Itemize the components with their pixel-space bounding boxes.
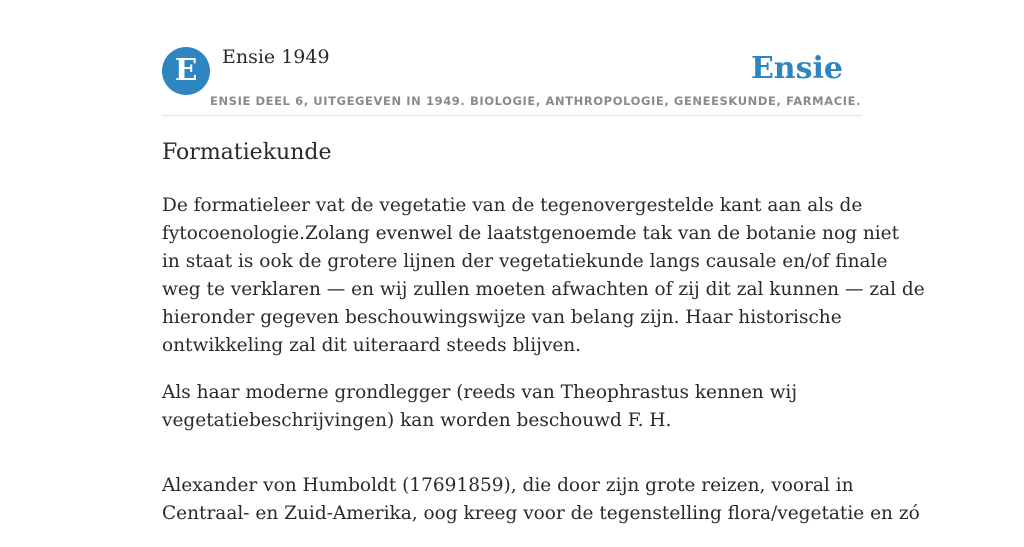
article-paragraph [162, 192, 925, 360]
page-title: Formatiekunde [162, 140, 332, 165]
article-body [162, 192, 925, 547]
text-line: Centraal- en Zuid-Amerika, oog kreeg voor de tegenstelling flora/vegetatie en zó [162, 503, 920, 524]
ensie-logo-icon[interactable]: E [162, 47, 210, 95]
edition-subtitle: ENSIE DEEL 6, UITGEGEVEN IN 1949. BIOLOGIE, ANTHROPOLOGIE, GENEESKUNDE, FARMACIE. [210, 94, 862, 108]
text-line: ontwikkeling zal dit uiteraard steeds blijven. [162, 335, 582, 356]
header-divider [162, 115, 862, 116]
article-paragraph [162, 379, 862, 435]
text-line: Als haar moderne grondlegger (reeds van Theophrastus kennen wij [162, 382, 798, 403]
site-title-link[interactable]: Ensie 1949 [222, 46, 330, 68]
article-paragraph [162, 472, 920, 528]
text-line: De formatieleer vat de vegetatie van de tegenovergestelde kant aan als de [162, 195, 863, 216]
text-line: Alexander von Humboldt (17691859), die door zijn grote reizen, vooral in [162, 475, 854, 496]
text-line: fytocoenologie.Zolang evenwel de laatstgenoemde tak van de botanie nog niet [162, 223, 900, 244]
text-line: vegetatiebeschrijvingen) kan worden beschouwd F. H. [162, 410, 672, 431]
brand-logo[interactable]: Ensie [750, 51, 843, 86]
text-line: in staat is ook de grotere lijnen der vegetatiekunde langs causale en/of finale [162, 251, 888, 272]
text-line: weg te verklaren — en wij zullen moeten afwachten of zij dit zal kunnen — zal de [162, 279, 925, 300]
text-line: hieronder gegeven beschouwingswijze van belang zijn. Haar historische [162, 307, 842, 328]
